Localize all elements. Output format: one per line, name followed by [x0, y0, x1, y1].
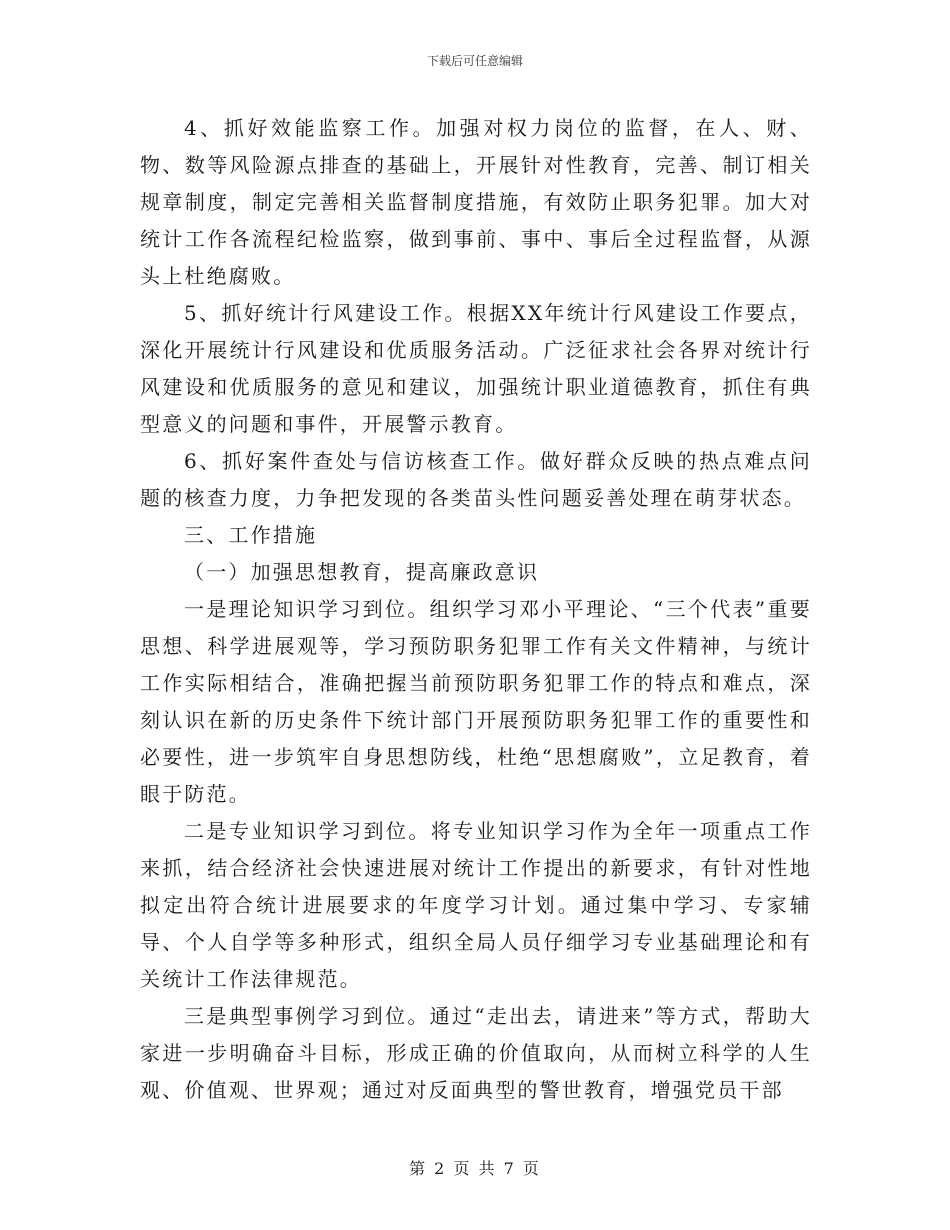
- paragraph-theory-study: 一是理论知识学习到位。组织学习邓小平理论、“三个代表”重要思想、科学进展观等，学习预防职务犯罪工作有关文件精神，与统计工作实际相结合，准确把握当前预防职务犯罪工作的特点和难点，深刻认识在新的历史条件下统计部门开展预防职务犯罪工作的重要性和必要性，进一步筑牢自身思想防线，杜绝“思想腐败”，立足教育，着眼于防范。: [140, 597, 812, 806]
- page-number-footer: 第 2 页 共 7 页: [409, 1159, 541, 1178]
- paragraph-case-study: 三是典型事例学习到位。通过“走出去，请进来”等方式，帮助大家进一步明确奋斗目标，形成正确的价值取向，从而树立科学的人生观、价值观、世界观；通过对反面典型的警世教育，增强党员干部: [140, 1004, 812, 1102]
- document-body: [140, 110, 812, 1109]
- paragraph-item-5: 5、抓好统计行风建设工作。根据XX年统计行风建设工作要点，深化开展统计行风建设和优质服务活动。广泛征求社会各界对统计行风建设和优质服务的意见和建议，加强统计职业道德教育，抓住有典型意义的问题和事件，开展警示教育。: [140, 301, 812, 436]
- page-header: 下载后可任意编辑: [426, 54, 523, 68]
- subsection-heading-education: （一）加强思想教育，提高廉政意识: [184, 560, 540, 584]
- section-heading-measures: 三、工作措施: [184, 523, 318, 547]
- paragraph-item-4: 4、抓好效能监察工作。加强对权力岗位的监督，在人、财、物、数等风险源点排查的基础上，开展针对性教育，完善、制订相关规章制度，制定完善相关监督制度措施，有效防止职务犯罪。加大对统计工作各流程纪检监察，做到事前、事中、事后全过程监督，从源头上杜绝腐败。: [140, 116, 812, 288]
- paragraph-item-6: 6、抓好案件查处与信访核查工作。做好群众反映的热点难点问题的核查力度，力争把发现的各类苗头性问题妥善处理在萌芽状态。: [140, 449, 812, 510]
- paragraph-professional-study: 二是专业知识学习到位。将专业知识学习作为全年一项重点工作来抓，结合经济社会快速进展对统计工作提出的新要求，有针对性地拟定出符合统计进展要求的年度学习计划。通过集中学习、专家辅导、个人自学等多种形式，组织全局人员仔细学习专业基础理论和有关统计工作法律规范。: [140, 819, 812, 991]
